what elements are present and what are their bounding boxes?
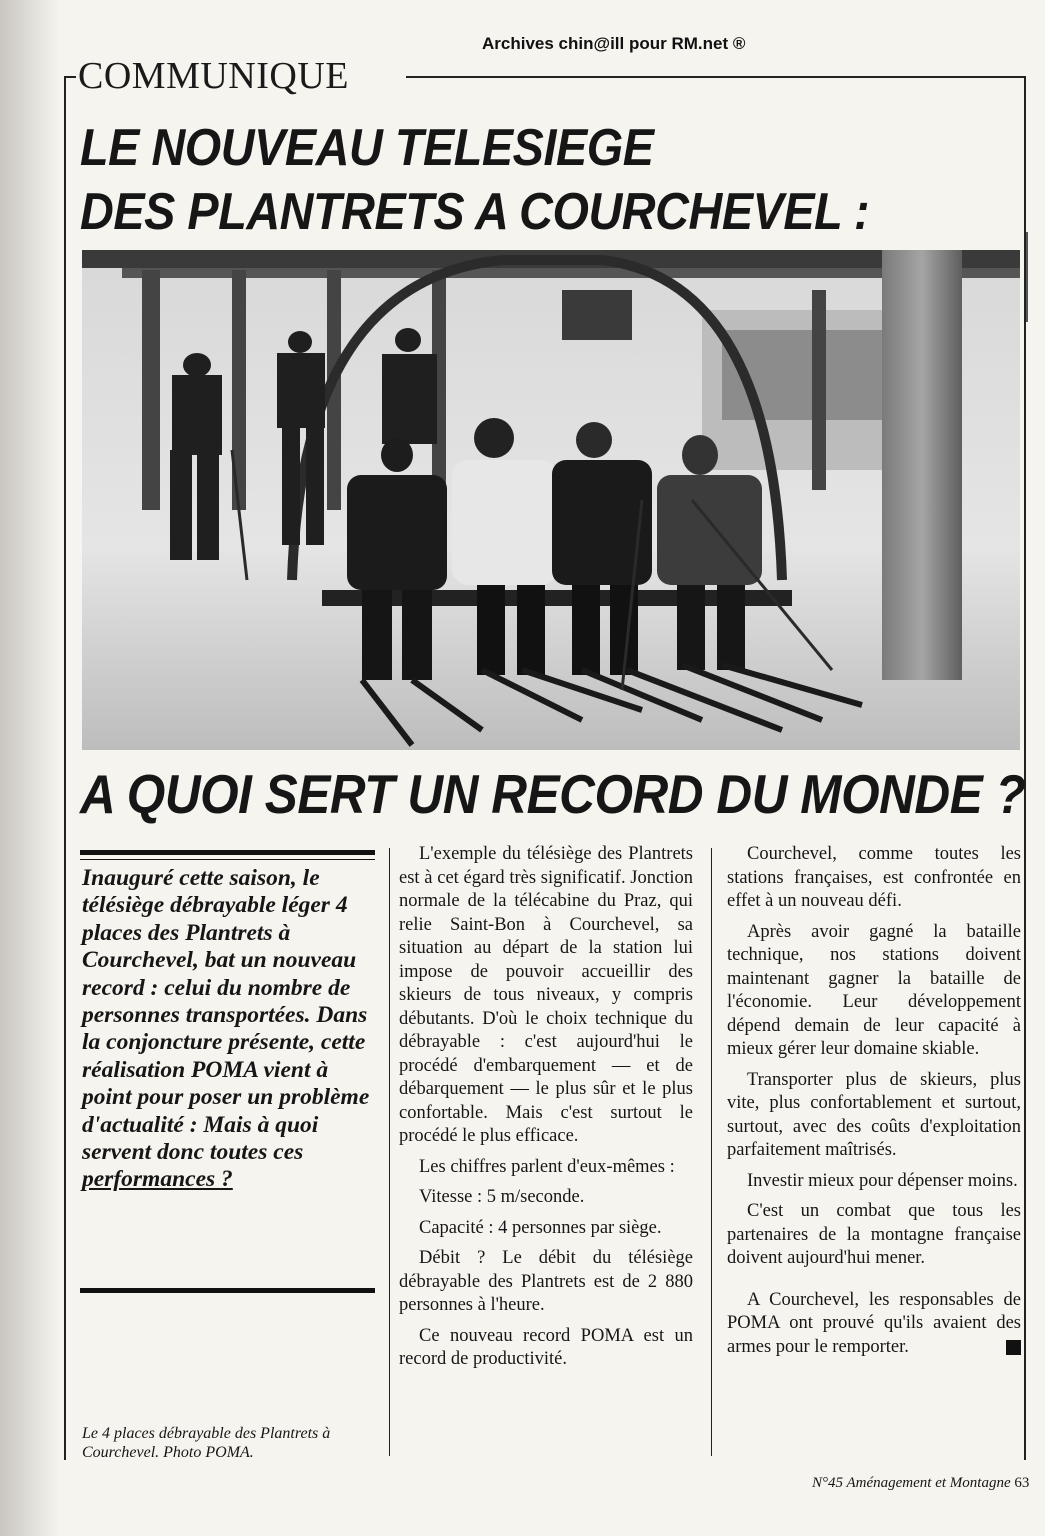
headline-line-1: LE NOUVEAU TELESIEGE	[80, 119, 654, 177]
paragraph: Débit ? Le débit du télésiège débrayable des Plantrets est de 2 880 personnes à l'heure.	[399, 1248, 693, 1315]
photo-caption: Le 4 places débrayable des Plantrets à Courchevel. Photo POMA.	[82, 1425, 331, 1461]
intro-rule-top	[80, 850, 375, 855]
intro-rule-top-thin	[80, 859, 375, 860]
paragraph: Courchevel, comme toutes les stations françaises, est confrontée en effet à un nouveau défi.	[727, 844, 1021, 911]
paragraph: Vitesse : 5 m/seconde.	[419, 1187, 585, 1207]
watermark: Archives chin@ill pour RM.net ®	[482, 34, 746, 53]
section-label: COMMUNIQUE	[78, 55, 349, 97]
margin-bleed-mark	[1026, 232, 1028, 322]
issue-number: N°45	[812, 1475, 844, 1491]
intro-text: Inauguré cette saison, le télésiège débrayable léger 4 places des Plantrets à Courchevel, bat un nouveau record : celui du nombre de personnes transportées. Dans la conjoncture présente, cette réalisation POMA vient à point pour poser un problème d'actualité : Mais à quoi servent donc toutes ces	[82, 865, 370, 1166]
page-footer	[812, 1475, 1029, 1492]
paragraph: Après avoir gagné la bataille technique, nos stations doivent maintenant gagner la bataille de l'économie. Leur développement dépend demain de leur capacité à mieux gérer leur domaine skiable.	[727, 921, 1021, 1059]
page-number: 63	[1014, 1475, 1030, 1491]
end-mark-icon	[1006, 1340, 1021, 1355]
intro-standfirst	[82, 865, 374, 1194]
article-column-2	[399, 843, 693, 1379]
column-divider-2	[711, 848, 712, 1456]
frame-top-rule	[406, 76, 1026, 78]
paragraph: Investir mieux pour dépenser moins.	[747, 1170, 1018, 1191]
paragraph-final	[727, 1289, 1021, 1360]
paragraph: Ce nouveau record POMA est un record de productivité.	[399, 1325, 693, 1369]
paragraph: L'exemple du télésiège des Plantrets est à cet égard très significatif. Jonction normale de la télécabine du Praz, qui relie Saint-Bon à Courchevel, sa situation au départ de la station lui impose de pouvoir accueillir des skieurs de tous niveaux, y compris débutants. D'où le choix technique du débrayable : c'est aujourd'hui le procédé d'embarquement — et de débarquement — le plus sûr et le plus confortable. Mais c'est surtout le procédé le plus efficace.	[399, 844, 693, 1146]
paragraph: C'est un combat que tous les partenaires de la montagne française doivent aujourd'hui mener.	[727, 1201, 1021, 1268]
frame-left-rule	[64, 76, 66, 1460]
paragraph: Les chiffres parlent d'eux-mêmes :	[419, 1156, 675, 1177]
paragraph-final-text: A Courchevel, les responsables de POMA ont prouvé qu'ils avaient des armes pour le remporter.	[727, 1289, 1021, 1357]
headline-line-2: DES PLANTRETS A COURCHEVEL :	[80, 183, 870, 241]
column-divider-1	[389, 848, 390, 1456]
headline-line-3: A QUOI SERT UN RECORD DU MONDE ?	[80, 763, 1026, 825]
article-column-3	[727, 843, 1021, 1366]
intro-rule-bottom	[80, 1288, 375, 1293]
paragraph: Capacité : 4 personnes par siège.	[419, 1217, 662, 1238]
page-fold-shadow	[0, 0, 60, 1536]
chairlift-photo	[82, 250, 1020, 750]
paragraph: Transporter plus de skieurs, plus vite, plus confortablement et surtout, surtout, avec des coûts d'exploitation parfaitement maîtrisés.	[727, 1069, 1021, 1160]
intro-last-words: performances ?	[82, 1166, 233, 1193]
chairlift-photo-icon	[82, 250, 1020, 750]
magazine-name: Aménagement et Montagne	[846, 1475, 1011, 1491]
